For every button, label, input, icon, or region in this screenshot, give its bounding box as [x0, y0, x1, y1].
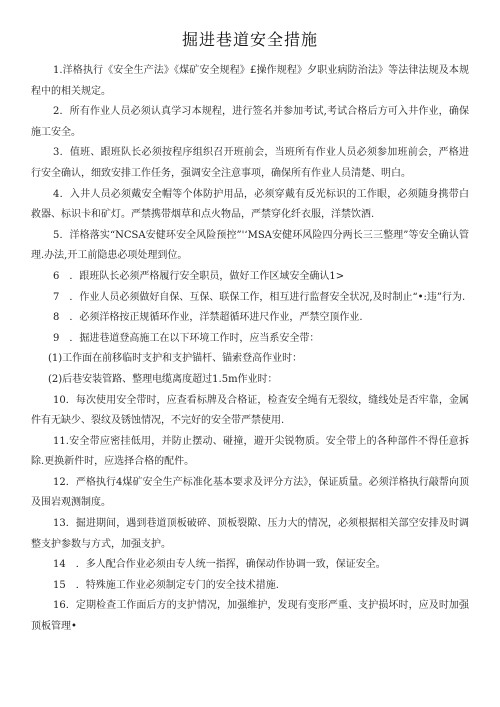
paragraph-12: 12．严格执行4煤矿安全生产标准化基本要求及评分方法》，保证质量。必须洋格执行敲帮向顶及围岩观测制度。: [31, 476, 469, 509]
paragraph-1: 1.洋格执行《安全生产法》《煤矿安全规程》£操作规程》夕职业病防治法》等法律法规及本规程中的相关规定。: [31, 65, 469, 97]
paragraph-11: 11.安全带应密挂低用，并防止摆动、碰撞，避开尖锐物质。安全带上的各种部件不得任意拆除.更换新件时，应选择合格的配件。: [31, 435, 469, 468]
paragraph-8: 8 ．必须洋格按正规循环作业，洋禁超循环进尺作业，严禁空顶作业.: [53, 312, 363, 324]
paragraph-6: 6 ．跟班队长必须严格履行安全职员，做好工作区域安全确认1>: [53, 270, 345, 282]
paragraph-2: 2．所有作业人员必须认真学习本规程，进行签名并参加考试,考试合格后方可入井作业，确保施工安全。: [31, 106, 469, 138]
document-title: 掘进巷道安全措施: [181, 30, 318, 49]
paragraph-5: 5．洋格落实“NCSA安健环安全风险预控”'‘MSA安健环风险四分两长三三整理”等安全确认管理.办法,开工前隐患必项处理到位。: [31, 229, 469, 262]
paragraph-14: 14 ．多人配合作业必须由专人统一指挥，确保动作协调一致，保证安全。: [53, 559, 386, 571]
paragraph-13: 13．掘进期间，遇到巷道顶板破碎、顶板裂隙、压力大的情况，必须根据相关部空安排及时调整支护参数与方式，加强支护。: [31, 518, 469, 550]
paragraph-3: 3．值班、跟班队长必须按程序组织召开班前会，当班所有作业人员必须参加班前会，严格进行安全确认，细致安排工作任务，强调安全注意事项，确保所有作业人员清楚、明白。: [31, 147, 469, 179]
sub-item-2: (2)后巷安装管路、整理电缆离度超过1.5m作业时：: [48, 373, 278, 385]
paragraph-9: 9 ．掘进巷道登高施工在以下环境工作时，应当系安全带：: [53, 332, 320, 344]
paragraph-7: 7 ．作业人员必须做好自保、互保、联保工作，相互进行监督安全状况,及时制止“•:违”行为.: [53, 291, 466, 303]
paragraph-10: 10．每次使用安全带时，应查看标牌及合格证，检查安全绳有无裂纹，缝线处是否牢靠，金属件有无缺少、裂纹及锈蚀情况，不完好的安全带严禁使用.: [31, 394, 469, 427]
sub-item-1: (1)工作面在前移临时支护和支护锚杆、锚索登高作业时：: [48, 353, 303, 365]
paragraph-4: 4．入井人员必须戴安全帽等个体防护用品，必须穿戴有反光标识的工作眼，必须随身携带白救器、标识卡和矿灯。严禁携带烟草和点火物品，严禁穿化纤衣服，洋禁饮酒.: [31, 188, 469, 221]
paragraph-16: 16．定期检查工作面后方的支护情况，加强维护，发现有变形严重、支护损坏时，应及时加强顶板管理•: [31, 600, 469, 633]
paragraph-15: 15 ．特殊施工作业必须制定专门的安全技术措施.: [53, 579, 279, 591]
